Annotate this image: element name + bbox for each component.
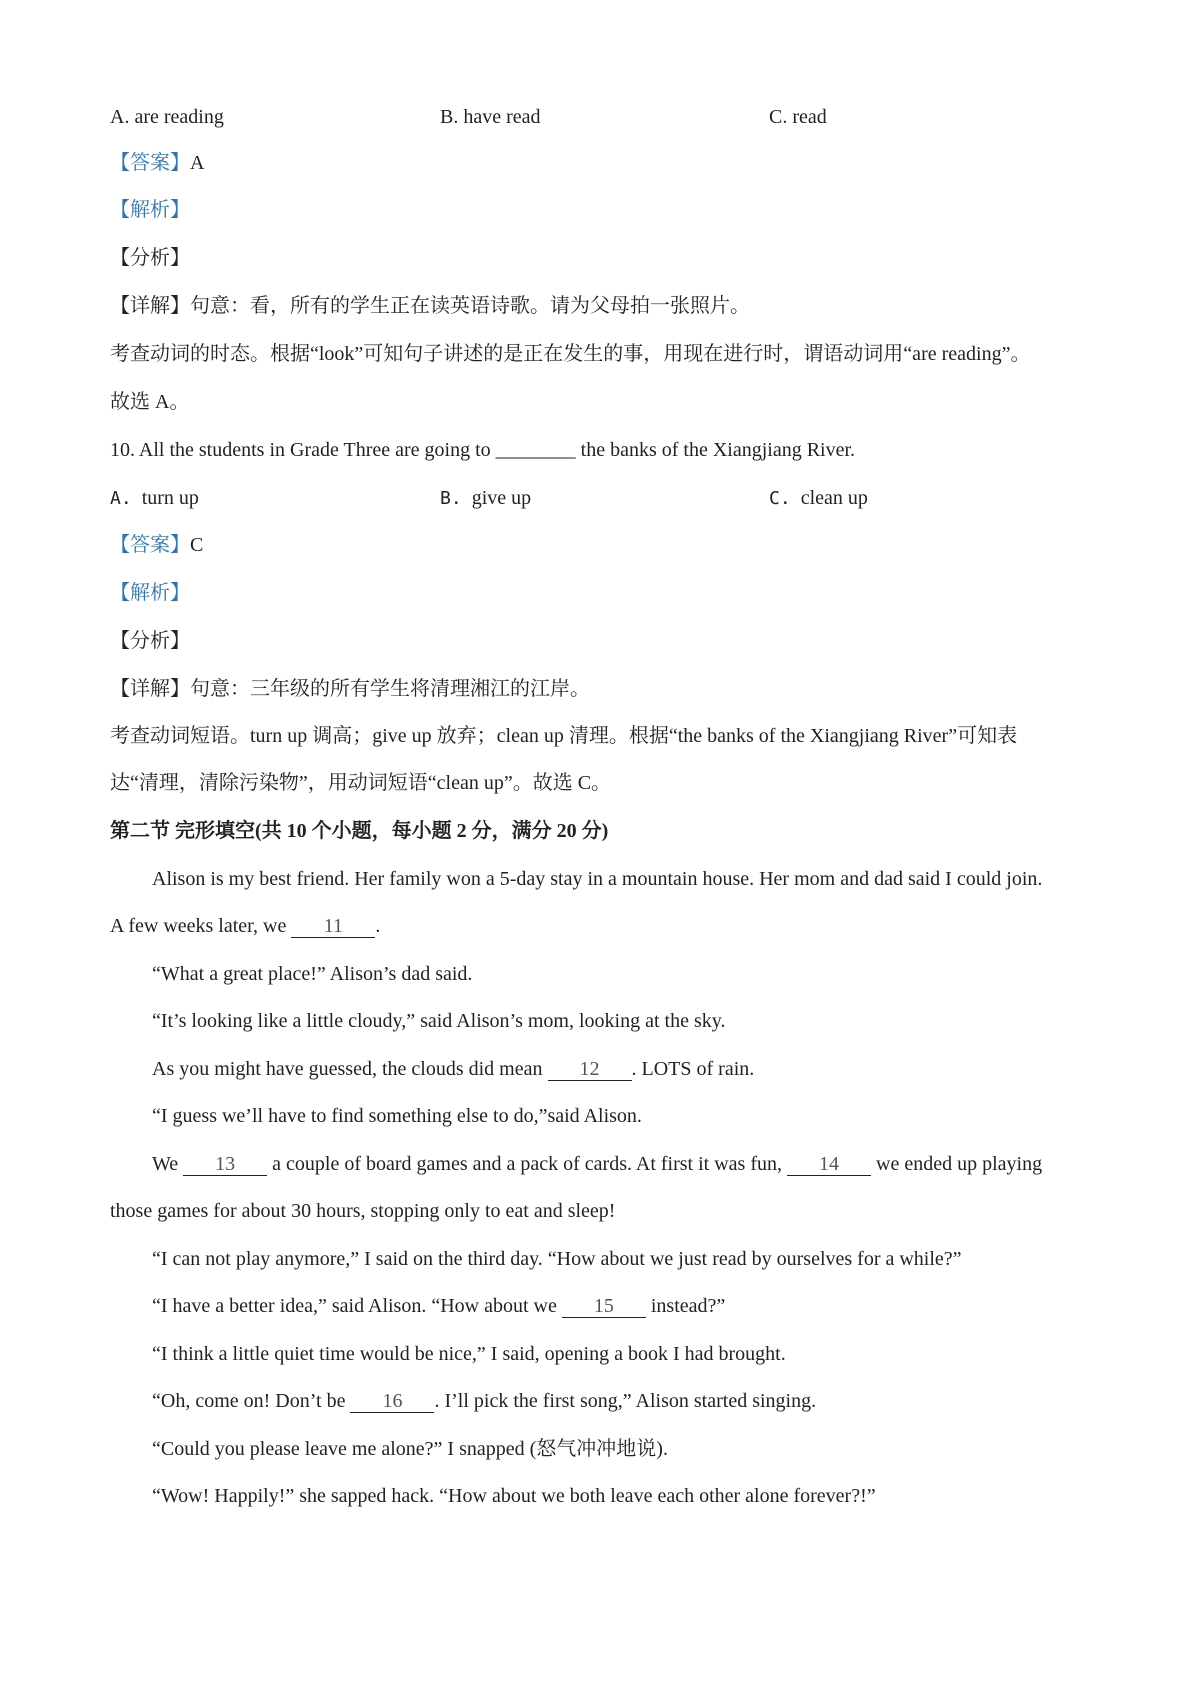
passage-p8	[152, 1293, 725, 1319]
blank-11: 11	[291, 915, 375, 938]
passage-text: we ended up playing	[871, 1153, 1043, 1175]
option-letter: B.	[440, 488, 462, 509]
passage-p7: “I can not play anymore,” I said on the third day. “How about we just read by ourselves for a while?”	[152, 1248, 962, 1270]
q9-explain: 考查动词的时态。根据“look”可知句子讲述的是正在发生的事，用现在进行时，谓语动词用“are reading”。	[110, 343, 1031, 365]
answer-value: A	[190, 152, 205, 174]
q10-explain-1: 考查动词短语。turn up 调高；give up 放弃；clean up 清理。根据“the banks of the Xiangjiang River”可知表	[110, 725, 1018, 747]
option-letter: A.	[110, 488, 132, 509]
section-heading: 第二节 完形填空(共 10 个小题，每小题 2 分，满分 20 分)	[110, 820, 609, 842]
passage-p1: Alison is my best friend. Her family won a 5-day stay in a mountain house. Her mom and dad said I could join.	[152, 868, 1043, 890]
passage-p6	[152, 1151, 1042, 1177]
passage-p9: “I think a little quiet time would be nice,” I said, opening a book I had brought.	[152, 1343, 786, 1365]
passage-p2: “What a great place!” Alison’s dad said.	[152, 963, 473, 985]
q9-jiexi: 【解析】	[110, 199, 190, 221]
passage-text: As you might have guessed, the clouds did mean	[152, 1058, 548, 1080]
q9-option-c: C. read	[769, 106, 827, 128]
passage-p6b: those games for about 30 hours, stopping only to eat and sleep!	[110, 1200, 616, 1222]
q10-blank: ________	[495, 439, 576, 461]
passage-text: a couple of board games and a pack of cards. At first it was fun,	[267, 1153, 787, 1175]
q10-question	[110, 437, 855, 463]
option-text: give up	[471, 487, 532, 509]
q9-answer	[110, 150, 204, 176]
passage-text: .	[375, 915, 381, 937]
q9-option-b: B. have read	[440, 106, 541, 128]
q10-question-text-after: the banks of the Xiangjiang River.	[575, 439, 856, 461]
q10-explain-2: 达“清理，清除污染物”，用动词短语“clean up”。故选 C。	[110, 772, 612, 794]
passage-p4	[152, 1056, 754, 1082]
answer-label: 【答案】	[110, 152, 190, 174]
passage-text: . I’ll pick the first song,” Alison started singing.	[434, 1390, 817, 1412]
q10-jiexi: 【解析】	[110, 582, 190, 604]
passage-p12: “Wow! Happily!” she sapped hack. “How about we both leave each other alone forever?!”	[152, 1485, 876, 1507]
q10-option-c	[769, 485, 868, 512]
q10-fenxi: 【分析】	[110, 630, 190, 652]
answer-label: 【答案】	[110, 534, 190, 556]
passage-text: . LOTS of rain.	[631, 1058, 755, 1080]
q10-question-text-before: 10. All the students in Grade Three are going to	[110, 439, 496, 461]
q10-option-b	[440, 485, 531, 512]
q9-option-a: A. are reading	[110, 106, 224, 128]
blank-15: 15	[562, 1295, 646, 1318]
q9-choose: 故选 A。	[110, 391, 190, 413]
passage-text: “Oh, come on! Don’t be	[152, 1390, 351, 1412]
q10-option-a	[110, 485, 199, 512]
blank-13: 13	[183, 1153, 267, 1176]
answer-value: C	[190, 534, 204, 556]
passage-text: instead?”	[645, 1295, 726, 1317]
option-text: turn up	[141, 487, 199, 509]
passage-p10	[152, 1388, 816, 1414]
option-text: clean up	[800, 487, 868, 509]
blank-14: 14	[787, 1153, 871, 1176]
passage-text: A few weeks later, we	[110, 915, 292, 937]
passage-p1b	[110, 913, 380, 939]
q10-detail: 【详解】句意：三年级的所有学生将清理湘江的江岸。	[110, 678, 590, 700]
blank-12: 12	[548, 1058, 632, 1081]
passage-text: We	[152, 1153, 184, 1175]
passage-text: “I have a better idea,” said Alison. “How about we	[152, 1295, 562, 1317]
q10-answer	[110, 532, 203, 558]
passage-p3: “It’s looking like a little cloudy,” said Alison’s mom, looking at the sky.	[152, 1010, 726, 1032]
blank-16: 16	[350, 1390, 434, 1413]
q9-fenxi: 【分析】	[110, 247, 190, 269]
q9-detail: 【详解】句意：看，所有的学生正在读英语诗歌。请为父母拍一张照片。	[110, 295, 750, 317]
option-letter: C.	[769, 488, 791, 509]
passage-p11: “Could you please leave me alone?” I snapped (怒气冲冲地说).	[152, 1438, 668, 1460]
passage-p5: “I guess we’ll have to find something else to do,”said Alison.	[152, 1105, 642, 1127]
